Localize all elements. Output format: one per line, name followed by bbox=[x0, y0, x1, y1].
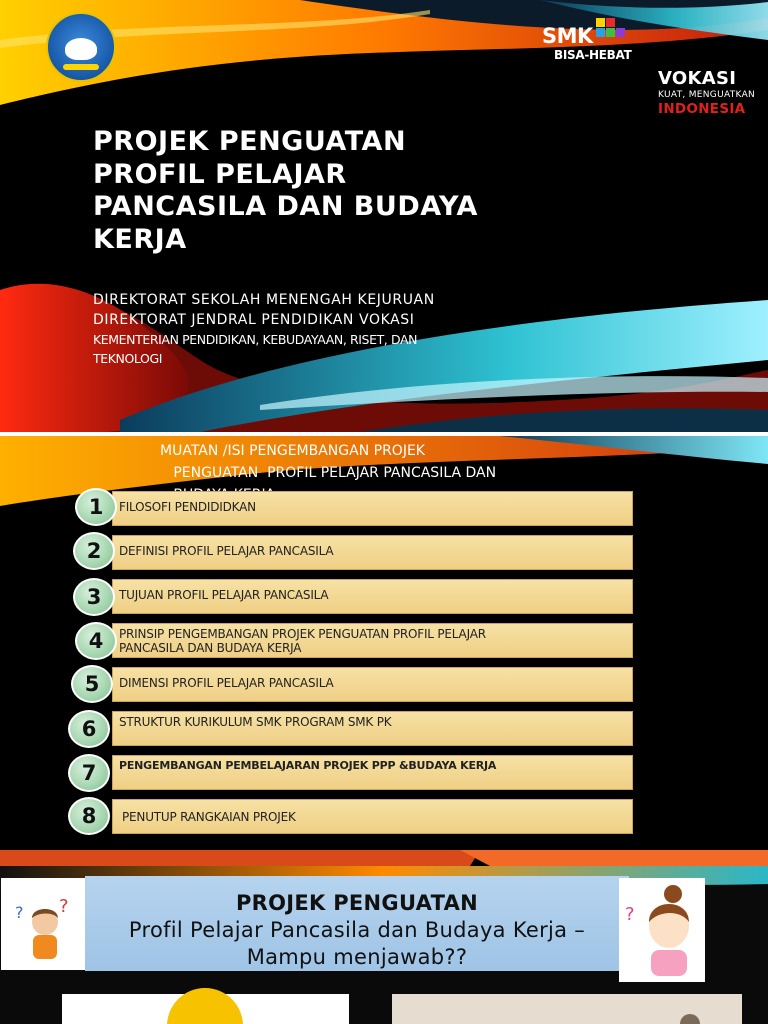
svg-text:?: ? bbox=[15, 903, 24, 922]
tut-wuri-handayani-logo bbox=[46, 12, 116, 82]
contents-title: MUATAN /ISI PENGEMBANGAN PROJEK PENGUATAN PROFIL PELAJAR PANCASILA DAN bbox=[160, 443, 497, 481]
cover-subtitle bbox=[93, 290, 453, 368]
list-item bbox=[112, 755, 633, 790]
logo-wing-shape bbox=[65, 38, 97, 60]
list-item-label: STRUKTUR KURIKULUM SMK PROGRAM SMK PK bbox=[119, 715, 392, 729]
list-item bbox=[112, 535, 633, 570]
list-item bbox=[112, 491, 633, 526]
thinking-boy-icon bbox=[1, 878, 94, 970]
list-item-number: 5 bbox=[71, 665, 113, 703]
thinking-girl-icon bbox=[619, 878, 705, 982]
list-item-number: 6 bbox=[68, 710, 110, 748]
list-item-number: 2 bbox=[73, 532, 115, 570]
list-item-number: 7 bbox=[68, 754, 110, 792]
list-item-label: FILOSOFI PENDIDIDKAN bbox=[119, 500, 256, 514]
logo-ribbon-shape bbox=[63, 64, 99, 70]
smk-logo-subtext: BISA-HEBAT bbox=[554, 48, 632, 62]
vokasi-logo bbox=[632, 62, 757, 132]
list-item-label: TUJUAN PROFIL PELAJAR PANCASILA bbox=[119, 588, 329, 602]
smk-logo-text: SMK bbox=[542, 24, 593, 48]
list-item-label: DEFINISI PROFIL PELAJAR PANCASILA bbox=[119, 544, 334, 558]
question-banner bbox=[85, 876, 629, 971]
slide-cover bbox=[0, 0, 768, 432]
list-item-label: PRINSIP PENGEMBANGAN PROJEK PENGUATAN PROFIL PELAJAR PANCASILA DAN BUDAYA KERJA bbox=[119, 627, 486, 655]
smk-bisa-hebat-logo bbox=[540, 16, 635, 74]
svg-text:?: ? bbox=[59, 896, 69, 917]
list-item-label: PENUTUP RANGKAIAN PROJEK bbox=[122, 810, 296, 824]
list-item bbox=[112, 799, 633, 834]
slide-question bbox=[0, 866, 768, 1024]
vokasi-logo-country: INDONESIA bbox=[658, 101, 746, 117]
list-item-number: 4 bbox=[75, 622, 117, 660]
svg-text:?: ? bbox=[625, 904, 635, 925]
slide-contents bbox=[0, 436, 768, 866]
list-item bbox=[112, 623, 633, 658]
question-title-line1: PROJEK PENGUATAN bbox=[235, 891, 479, 915]
vokasi-logo-tagline: KUAT, MENGUATKAN bbox=[658, 90, 756, 100]
cover-title: PROJEK PENGUATAN PROFIL PELAJAR PANCASILA DAN BUDAYA KERJA bbox=[93, 126, 478, 255]
list-item-label: PENGEMBANGAN PEMBELAJARAN PROJEK PPP &BUDAYA KERJA bbox=[119, 759, 497, 772]
list-item-number: 3 bbox=[73, 578, 115, 616]
question-title bbox=[85, 890, 629, 971]
question-title-line2: Profil Pelajar Pancasila dan Budaya Kerja – bbox=[128, 918, 586, 942]
list-item-number: 8 bbox=[68, 797, 110, 835]
list-item-number: 1 bbox=[75, 488, 117, 526]
list-item bbox=[112, 667, 633, 702]
list-item bbox=[112, 579, 633, 614]
cover-subtitle-ministry: KEMENTERIAN PENDIDIKAN, KEBUDAYAAN, RISET, DAN TEKNOLOGI bbox=[93, 332, 418, 366]
thinking-boy-illustration bbox=[1, 878, 94, 970]
list-item bbox=[112, 711, 633, 746]
thinking-girl-illustration bbox=[619, 878, 705, 982]
vokasi-logo-text: VOKASI bbox=[658, 68, 737, 89]
cover-subtitle-directorate: DIREKTORAT SEKOLAH MENENGAH KEJURUAN DIREKTORAT JENDRAL PENDIDIKAN VOKASI bbox=[93, 292, 435, 328]
list-item-label: DIMENSI PROFIL PELAJAR PANCASILA bbox=[119, 676, 334, 690]
question-title-line3: Mampu menjawab?? bbox=[246, 945, 468, 969]
